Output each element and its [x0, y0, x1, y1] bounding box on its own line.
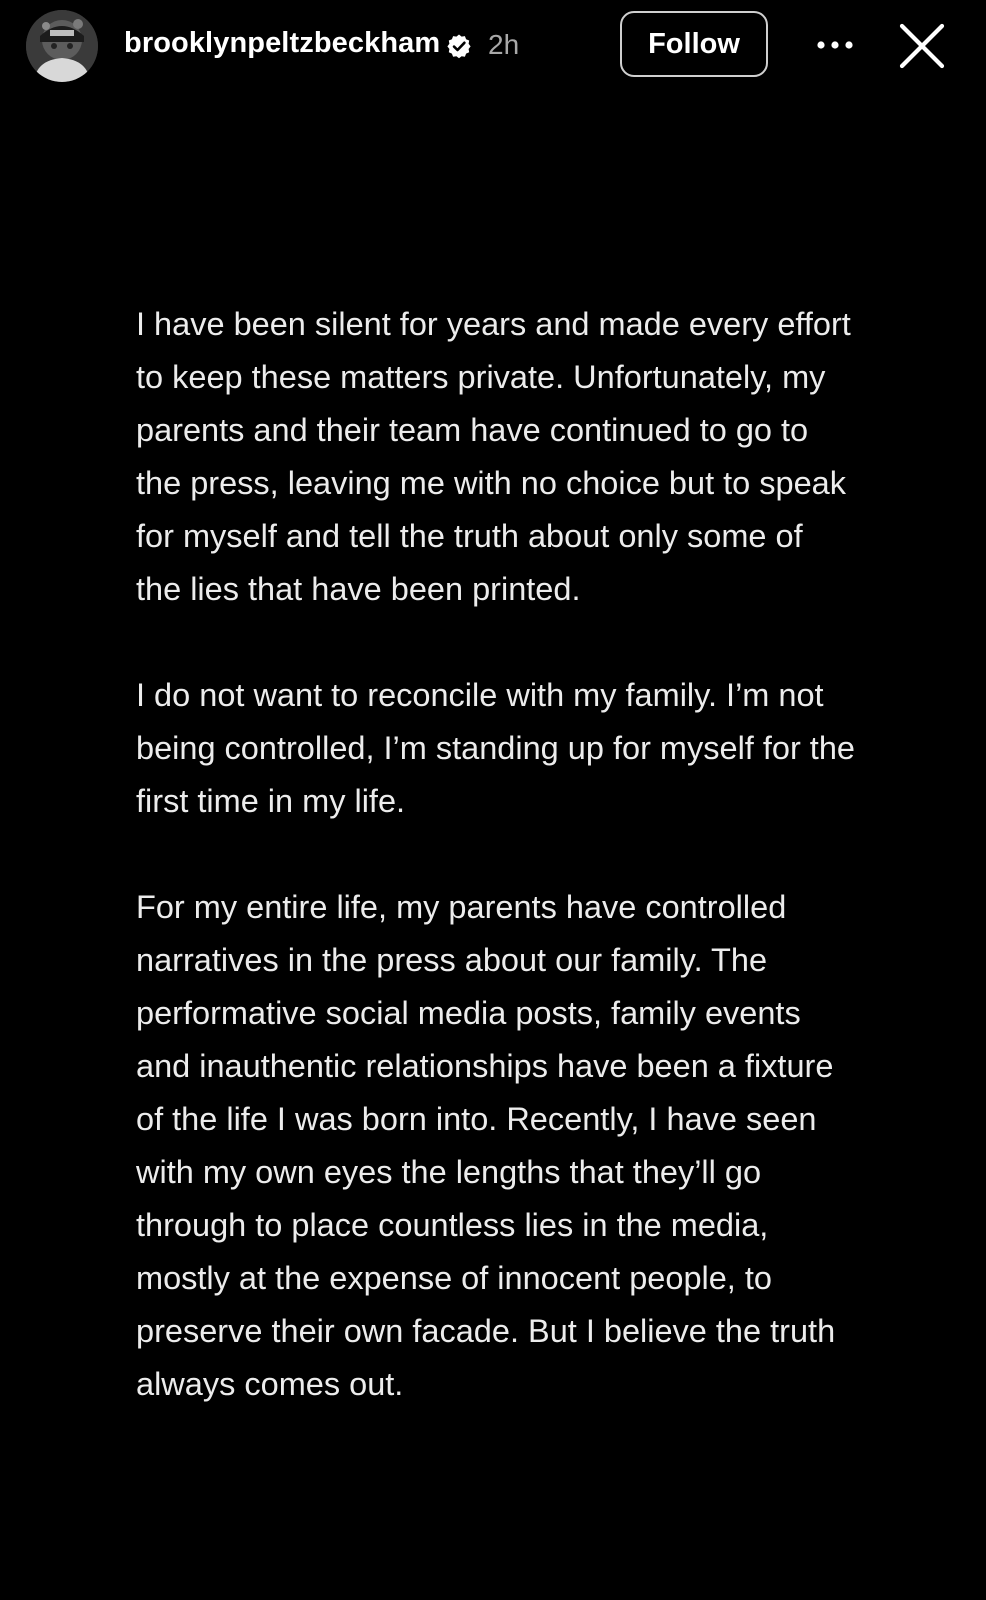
avatar-image: [26, 10, 98, 82]
username[interactable]: brooklynpeltzbeckham: [124, 27, 441, 59]
story-paragraph: I do not want to reconcile with my family. I’m not being controlled, I’m standing up for myself for the first time in my life.: [136, 677, 855, 819]
avatar[interactable]: [26, 10, 98, 82]
story-header: [0, 0, 986, 92]
more-options-icon[interactable]: [812, 30, 858, 60]
story-paragraph: For my entire life, my parents have controlled narratives in the press about our family. The performative social media posts, family events and inauthentic relationships have been a fixture of the life I was born into. Recently, I have seen with my own eyes the lengths that they’ll go through to place countless lies in the media, mostly at the expense of innocent people, to preserve their own facade. But I believe the truth always comes out.: [136, 889, 836, 1402]
story-text: [136, 298, 856, 1411]
story-paragraph: I have been silent for years and made every effort to keep these matters private. Unfortunately, my parents and their team have continued to go to the press, leaving me with no choice but to speak for myself and tell the truth about only some of the lies that have been printed.: [136, 306, 851, 607]
timestamp: 2h: [488, 29, 520, 60]
close-icon[interactable]: [896, 20, 948, 72]
follow-button[interactable]: Follow: [620, 11, 768, 77]
verified-badge-icon: [446, 33, 472, 59]
